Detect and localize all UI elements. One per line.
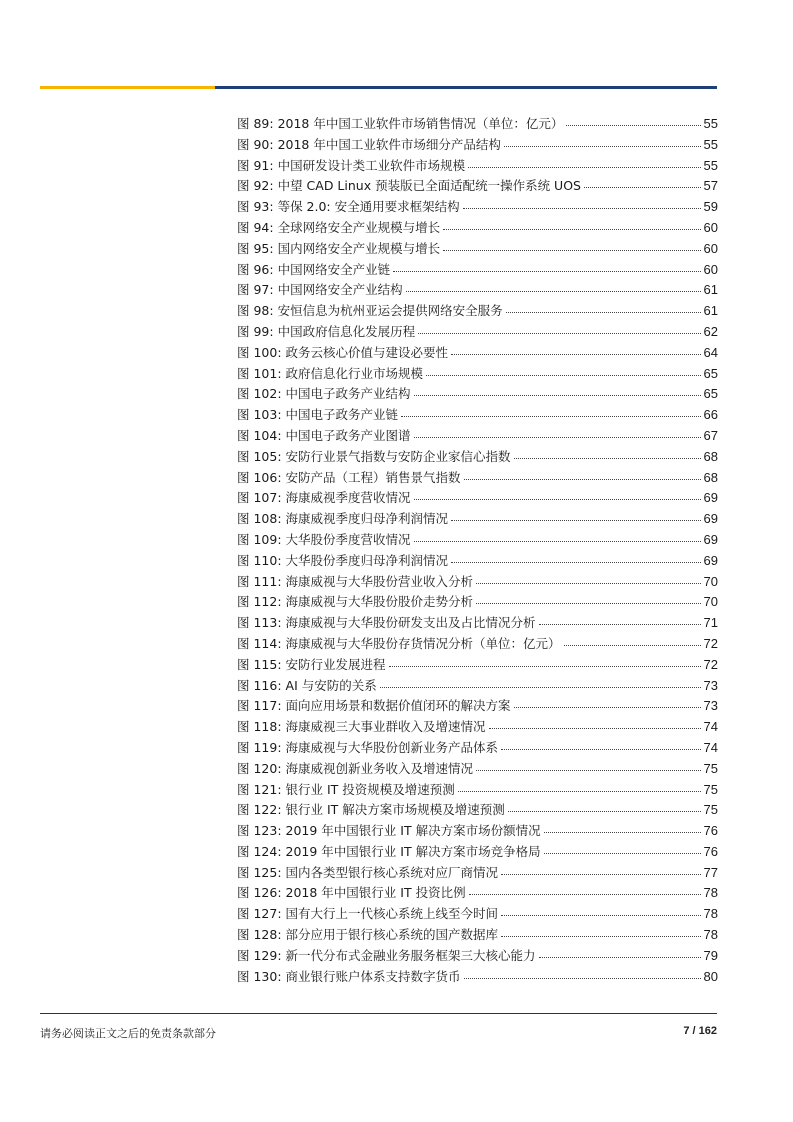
dot-leader — [514, 448, 701, 459]
toc-entry[interactable] — [237, 426, 718, 447]
toc-entry-label: 图 116: AI 与安防的关系 — [237, 677, 377, 693]
toc-entry-label: 图 120: 海康威视创新业务收入及增速情况 — [237, 760, 474, 776]
toc-entry[interactable] — [237, 676, 718, 697]
dot-leader — [458, 781, 701, 792]
toc-entry-page: 60 — [703, 261, 718, 277]
toc-entry[interactable] — [237, 946, 718, 967]
dot-leader — [418, 323, 700, 334]
toc-entry-label: 图 109: 大华股份季度营收情况 — [237, 531, 411, 547]
dot-leader — [539, 947, 701, 958]
toc-entry-label: 图 104: 中国电子政务产业图谱 — [237, 427, 411, 443]
toc-entry[interactable] — [237, 572, 718, 593]
toc-entry-label: 图 89: 2018 年中国工业软件市场销售情况（单位：亿元） — [237, 116, 564, 131]
toc-entry-label: 图 114: 海康威视与大华股份存货情况分析（单位：亿元） — [237, 635, 561, 651]
toc-entry-label: 图 113: 海康威视与大华股份研发支出及占比情况分析 — [237, 615, 536, 631]
dot-leader — [464, 469, 701, 480]
dot-leader — [476, 573, 701, 584]
toc-entry-label: 图 94: 全球网络安全产业规模与增长 — [237, 219, 441, 235]
toc-entry-page: 74 — [703, 739, 718, 755]
dot-leader — [406, 281, 701, 292]
dot-leader — [414, 531, 701, 542]
header-rule — [40, 86, 717, 89]
toc-entry[interactable] — [237, 883, 718, 904]
dot-leader — [566, 115, 700, 126]
toc-entry[interactable] — [237, 759, 718, 780]
toc-entry-page: 61 — [703, 282, 718, 298]
toc-entry-page: 69 — [703, 531, 718, 547]
dot-leader — [389, 656, 701, 667]
toc-entry[interactable] — [237, 114, 718, 135]
toc-entry[interactable] — [237, 488, 718, 509]
toc-entry[interactable] — [237, 800, 718, 821]
toc-entry-label: 图 107: 海康威视季度营收情况 — [237, 490, 411, 506]
toc-entry-label: 图 129: 新一代分布式金融业务服务框架三大核心能力 — [237, 947, 536, 963]
dot-leader — [501, 739, 701, 750]
toc-entry-page: 69 — [703, 490, 718, 506]
toc-entry-page: 55 — [703, 116, 718, 131]
toc-entry[interactable] — [237, 634, 718, 655]
dot-leader — [414, 489, 701, 500]
dot-leader — [489, 718, 701, 729]
toc-entry-page: 76 — [703, 843, 718, 859]
toc-entry-label: 图 98: 安恒信息为杭州亚运会提供网络安全服务 — [237, 303, 503, 319]
toc-entry-page: 72 — [703, 656, 718, 672]
toc-entry-page: 78 — [703, 885, 718, 901]
dot-leader — [380, 677, 701, 688]
toc-entry-label: 图 96: 中国网络安全产业链 — [237, 261, 391, 277]
toc-entry-page: 75 — [703, 802, 718, 818]
toc-entry-page: 65 — [703, 365, 718, 381]
footer-disclaimer: 请务必阅读正文之后的免责条款部分 — [40, 1027, 216, 1040]
toc-entry-label: 图 130: 商业银行账户体系支持数字货币 — [237, 968, 461, 984]
toc-entry-page: 70 — [703, 573, 718, 589]
dot-leader — [464, 968, 701, 979]
toc-entry-label: 图 101: 政府信息化行业市场规模 — [237, 365, 424, 381]
dot-leader — [501, 926, 701, 937]
toc-entry-page: 55 — [703, 136, 718, 152]
toc-entry[interactable] — [237, 842, 718, 863]
dot-leader — [414, 427, 701, 438]
toc-entry[interactable] — [237, 218, 718, 239]
toc-entry[interactable] — [237, 447, 718, 468]
header-rule-gold — [40, 86, 215, 89]
toc-entry-page: 73 — [703, 677, 718, 693]
toc-entry-page: 65 — [703, 386, 718, 402]
toc-entry-label: 图 99: 中国政府信息化发展历程 — [237, 323, 416, 339]
toc-entry-page: 80 — [703, 968, 718, 984]
toc-entry-page: 62 — [703, 323, 718, 339]
toc-entry-page: 68 — [703, 448, 718, 464]
dot-leader — [501, 864, 701, 875]
toc-entry-label: 图 97: 中国网络安全产业结构 — [237, 282, 403, 298]
toc-entry-label: 图 125: 国内各类型银行核心系统对应厂商情况 — [237, 864, 499, 880]
toc-entry[interactable] — [237, 821, 718, 842]
toc-entry-label: 图 111: 海康威视与大华股份营业收入分析 — [237, 573, 474, 589]
toc-entry[interactable] — [237, 260, 718, 281]
toc-entry[interactable] — [237, 530, 718, 551]
footer-rule — [40, 1013, 717, 1014]
toc-entry[interactable] — [237, 863, 718, 884]
toc-entry-label: 图 126: 2018 年中国银行业 IT 投资比例 — [237, 885, 466, 901]
toc-entry-page: 74 — [703, 719, 718, 735]
toc-entry-label: 图 92: 中望 CAD Linux 预装版已全面适配统一操作系统 UOS — [237, 178, 581, 194]
dot-leader — [544, 843, 701, 854]
dot-leader — [443, 240, 700, 251]
toc-entry-page: 78 — [703, 906, 718, 922]
dot-leader — [393, 261, 700, 272]
toc-entry-label: 图 90: 2018 年中国工业软件市场细分产品结构 — [237, 136, 501, 152]
toc-entry-page: 69 — [703, 552, 718, 568]
toc-entry[interactable] — [237, 343, 718, 364]
toc-entry-page: 75 — [703, 781, 718, 797]
toc-entry[interactable] — [237, 904, 718, 925]
toc-entry-label: 图 117: 面向应用场景和数据价值闭环的解决方案 — [237, 698, 511, 714]
toc-entry-label: 图 122: 银行业 IT 解决方案市场规模及增速预测 — [237, 802, 505, 818]
toc-entry[interactable] — [237, 738, 718, 759]
dot-leader — [476, 593, 701, 604]
toc-entry-page: 75 — [703, 760, 718, 776]
toc-entry[interactable] — [237, 468, 718, 489]
toc-entry-page: 69 — [703, 511, 718, 527]
toc-entry-page: 60 — [703, 240, 718, 256]
figure-table-of-contents — [237, 114, 718, 987]
toc-entry-page: 73 — [703, 698, 718, 714]
toc-entry-page: 72 — [703, 635, 718, 651]
toc-entry[interactable] — [237, 592, 718, 613]
toc-entry-page: 59 — [703, 199, 718, 215]
toc-entry[interactable] — [237, 655, 718, 676]
toc-entry-page: 71 — [703, 615, 718, 631]
toc-entry-label: 图 100: 政务云核心价值与建设必要性 — [237, 344, 449, 360]
dot-leader — [468, 157, 700, 168]
toc-entry[interactable] — [237, 696, 718, 717]
toc-entry[interactable] — [237, 364, 718, 385]
dot-leader — [508, 801, 701, 812]
toc-entry-page: 67 — [703, 427, 718, 443]
dot-leader — [501, 905, 701, 916]
toc-entry-page: 60 — [703, 219, 718, 235]
toc-entry-label: 图 105: 安防行业景气指数与安防企业家信心指数 — [237, 448, 511, 464]
dot-leader — [414, 385, 701, 396]
toc-entry-page: 66 — [703, 407, 718, 423]
toc-entry[interactable] — [237, 967, 718, 988]
toc-entry-label: 图 112: 海康威视与大华股份股价走势分析 — [237, 594, 474, 610]
toc-entry[interactable] — [237, 509, 718, 530]
dot-leader — [463, 198, 701, 209]
dot-leader — [451, 344, 701, 355]
toc-entry[interactable] — [237, 176, 718, 197]
toc-entry-label: 图 127: 国有大行上一代核心系统上线至今时间 — [237, 906, 499, 922]
toc-entry-page: 57 — [703, 178, 718, 194]
dot-leader — [426, 365, 701, 376]
toc-entry-page: 70 — [703, 594, 718, 610]
toc-entry-page: 78 — [703, 927, 718, 943]
toc-entry[interactable] — [237, 613, 718, 634]
toc-entry-label: 图 115: 安防行业发展进程 — [237, 656, 386, 672]
toc-entry[interactable] — [237, 280, 718, 301]
dot-leader — [451, 510, 701, 521]
dot-leader — [469, 884, 701, 895]
toc-entry-label: 图 108: 海康威视季度归母净利润情况 — [237, 511, 449, 527]
dot-leader — [584, 177, 701, 188]
toc-entry-page: 55 — [703, 157, 718, 173]
toc-entry-label: 图 103: 中国电子政务产业链 — [237, 407, 399, 423]
dot-leader — [506, 302, 701, 313]
toc-entry-page: 76 — [703, 823, 718, 839]
dot-leader — [443, 219, 700, 230]
toc-entry[interactable] — [237, 925, 718, 946]
toc-entry-label: 图 121: 银行业 IT 投资规模及增速预测 — [237, 781, 455, 797]
header-rule-navy — [215, 86, 717, 89]
toc-entry-label: 图 102: 中国电子政务产业结构 — [237, 386, 411, 402]
toc-entry-page: 79 — [703, 947, 718, 963]
toc-entry-page: 68 — [703, 469, 718, 485]
toc-entry-label: 图 95: 国内网络安全产业规模与增长 — [237, 240, 441, 256]
toc-entry[interactable] — [237, 405, 718, 426]
toc-entry-label: 图 106: 安防产品（工程）销售景气指数 — [237, 469, 461, 485]
toc-entry-label: 图 93: 等保 2.0: 安全通用要求框架结构 — [237, 199, 460, 215]
toc-entry[interactable] — [237, 780, 718, 801]
toc-entry[interactable] — [237, 322, 718, 343]
toc-entry[interactable] — [237, 551, 718, 572]
toc-entry[interactable] — [237, 239, 718, 260]
toc-entry[interactable] — [237, 301, 718, 322]
dot-leader — [451, 552, 701, 563]
toc-entry-label: 图 118: 海康威视三大事业群收入及增速情况 — [237, 719, 486, 735]
dot-leader — [544, 822, 701, 833]
toc-entry[interactable] — [237, 717, 718, 738]
toc-entry-page: 77 — [703, 864, 718, 880]
toc-entry[interactable] — [237, 135, 718, 156]
page-number: 7 / 162 — [683, 1025, 717, 1037]
toc-entry-label: 图 123: 2019 年中国银行业 IT 解决方案市场份额情况 — [237, 823, 541, 839]
toc-entry-page: 61 — [703, 303, 718, 319]
toc-entry[interactable] — [237, 384, 718, 405]
toc-entry-label: 图 91: 中国研发设计类工业软件市场规模 — [237, 157, 466, 173]
dot-leader — [514, 697, 701, 708]
toc-entry-label: 图 124: 2019 年中国银行业 IT 解决方案市场竞争格局 — [237, 843, 541, 859]
toc-entry-label: 图 110: 大华股份季度归母净利润情况 — [237, 552, 449, 568]
dot-leader — [401, 406, 701, 417]
toc-entry[interactable] — [237, 156, 718, 177]
toc-entry-label: 图 128: 部分应用于银行核心系统的国产数据库 — [237, 927, 499, 943]
dot-leader — [539, 614, 701, 625]
toc-entry-label: 图 119: 海康威视与大华股份创新业务产品体系 — [237, 739, 499, 755]
dot-leader — [504, 136, 701, 147]
toc-entry-page: 64 — [703, 344, 718, 360]
dot-leader — [476, 760, 701, 771]
toc-entry[interactable] — [237, 197, 718, 218]
dot-leader — [564, 635, 701, 646]
